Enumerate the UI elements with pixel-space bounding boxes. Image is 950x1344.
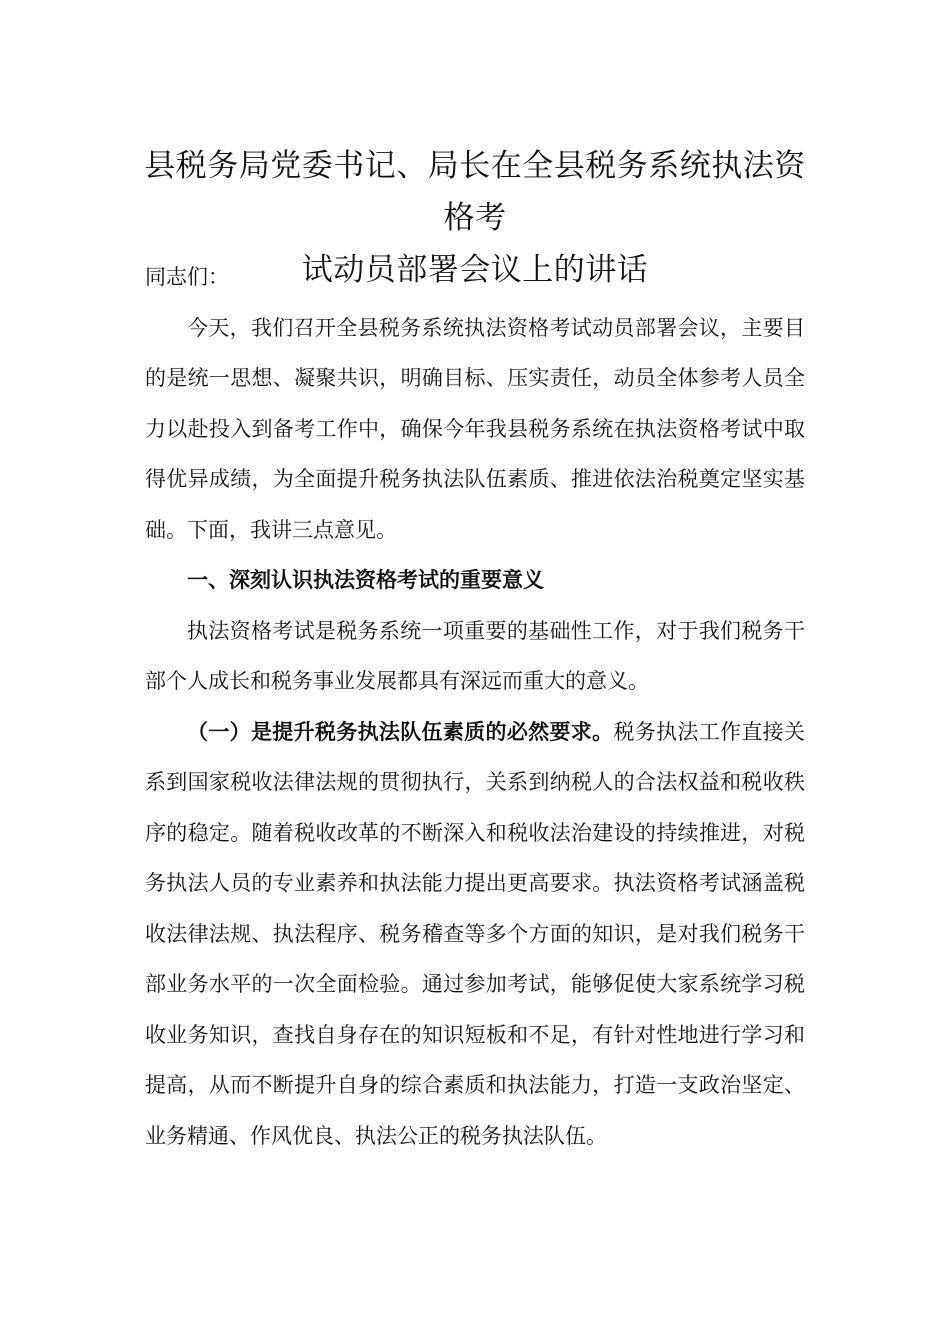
title-line-2: 试动员部署会议上的讲话 — [301, 252, 649, 288]
intro-paragraph: 今天，我们召开全县税务系统执法资格考试动员部署会议，主要目的是统一思想、凝聚共识，明确目标、压实责任，动员全体参考人员全力以赴投入到备考工作中，确保今年我县税务系统在执法资格考试中取得优异成绩，为全面提升税务执法队伍素质、推进依法治税奠定坚实基础。下面，我讲三点意见。 — [145, 315, 805, 542]
subsection-1-paragraph — [145, 707, 805, 1162]
section-heading-1: 一、深刻认识执法资格考试的重要意义 — [187, 567, 544, 592]
salutation: 同志们： — [145, 265, 229, 289]
subsection-1-text: 税务执法工作直接关系到国家税收法律法规的贯彻执行，关系到纳税人的合法权益和税收秩序的稳定。随着税收改革的不断深入和税收法治建设的持续推进，对税务执法人员的专业素养和执法能力提出更高要求。执法资格考试涵盖税收法律法规、执法程序、税务稽查等多个方面的知识，是对我们税务干部业务水平的一次全面检验。通过参加考试，能够促使大家系统学习税收业务知识，查找自身存在的知识短板和不足，有针对性地进行学习和提高，从而不断提升自身的综合素质和执法能力，打造一支政治坚定、业务精通、作风优良、执法公正的税务执法队伍。 — [145, 719, 806, 1148]
title-line-1: 县税务局党委书记、局长在全县税务系统执法资格考 — [144, 148, 806, 236]
document-body — [145, 252, 805, 1161]
subsection-1-title: （一）是提升税务执法队伍素质的必然要求。 — [187, 718, 614, 744]
section-1-paragraph: 执法资格考试是税务系统一项重要的基础性工作，对于我们税务干部个人成长和税务事业发展都具有深远而重大的意义。 — [145, 618, 805, 693]
